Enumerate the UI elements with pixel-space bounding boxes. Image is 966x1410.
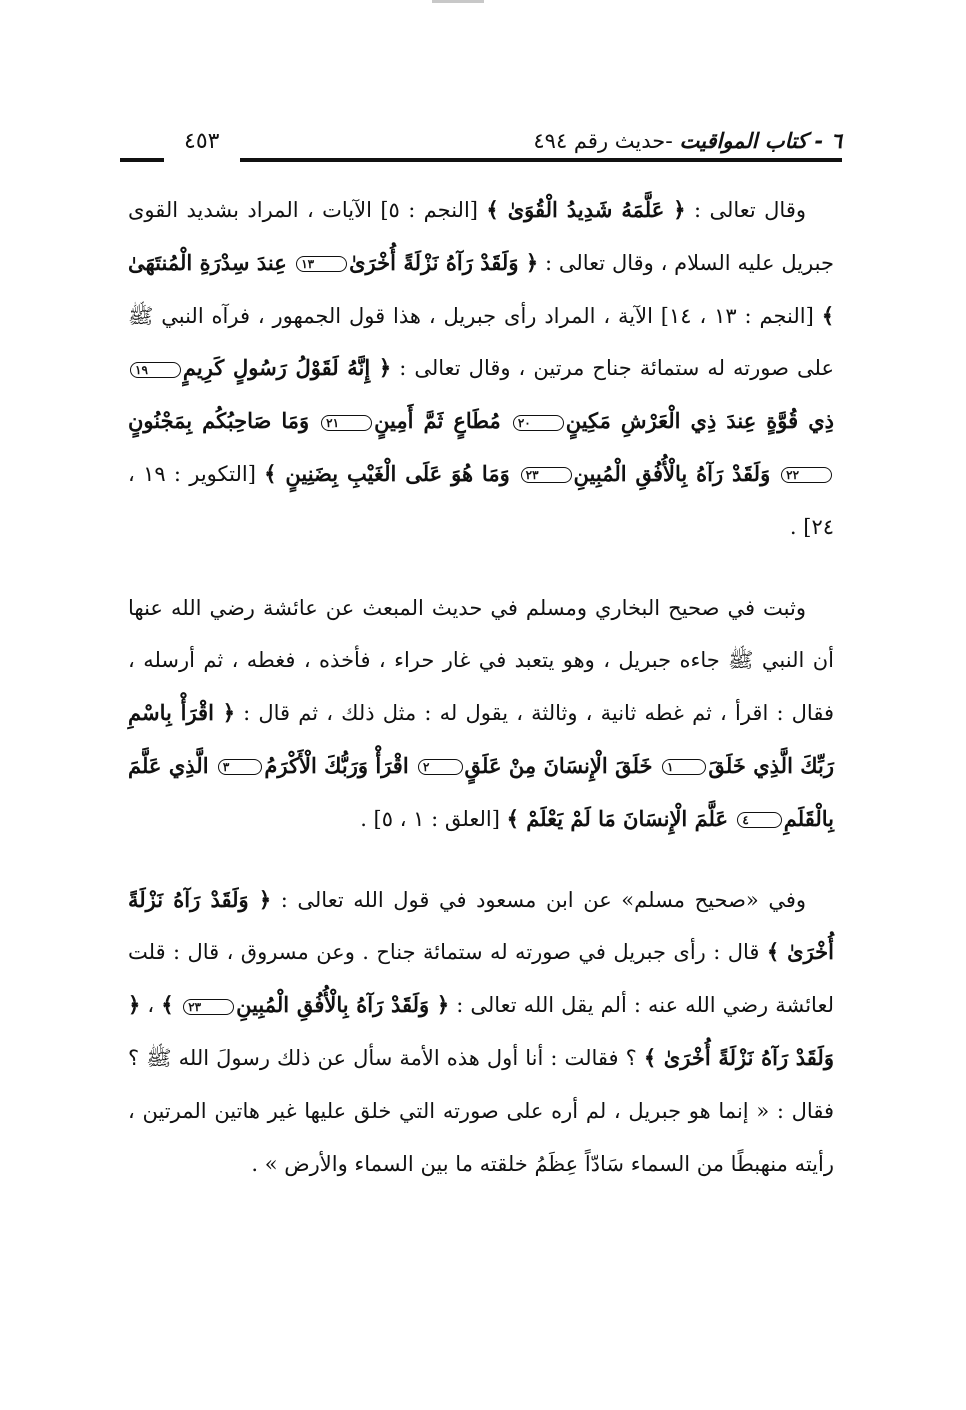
quran-verse: خَلَقَ الْإِنسَانَ مِنْ عَلَقٍ <box>464 752 660 778</box>
quran-verse: ﴾ <box>161 992 182 1018</box>
verse-number-marker: ٣ <box>218 759 262 775</box>
quran-verse: عِندَ سِدْرَةِ الْمُنتَهَىٰ ﴾ <box>128 249 834 328</box>
body-text: وفي «صحيح مسلم» عن ابن مسعود في قول الله تعالى : <box>271 887 806 912</box>
verse-number-marker: ٢٠ <box>513 415 564 431</box>
body-text: وقال تعالى : <box>685 198 806 222</box>
paragraph <box>128 874 834 1191</box>
quran-verse: وَلَقَدْ رَآهُ بِالْأُفُقِ الْمُبِينِ <box>573 460 780 486</box>
body-text: [النجم : ٥] الآيات ، المراد بشديد القوى جبريل عليه السلام ، وقال تعالى : <box>128 198 834 275</box>
quran-verse: مُطَاعٍ ثَمَّ أَمِينٍ <box>374 408 511 434</box>
paragraph <box>128 184 834 554</box>
page-edge-mark <box>432 0 484 3</box>
quran-verse: ذِي قُوَّةٍ عِندَ ذِي الْعَرْشِ مَكِينٍ <box>565 408 834 434</box>
quran-verse: الَّذِي عَلَّمَ بِالْقَلَمِ <box>128 752 834 831</box>
paragraph <box>128 582 834 846</box>
quran-verse: ﴿ وَلَقَدْ رَآهُ نَزْلَةً أُخْرَىٰ ﴾ <box>128 886 834 965</box>
verse-number-marker: ٢١ <box>321 415 372 431</box>
hadith-number: -حديث رقم ٤٩٤ <box>533 129 673 153</box>
verse-number-marker: ٢ <box>418 759 462 775</box>
header-rule <box>240 158 842 162</box>
page-number-rule <box>120 158 164 162</box>
quran-verse: وَمَا صَاحِبُكُم بِمَجْنُونٍ <box>128 408 320 434</box>
chapter-title: ٦ - كتاب المواقيت <box>679 129 842 153</box>
quran-verse: عَلَّمَ الْإِنسَانَ مَا لَمْ يَعْلَمْ ﴾ <box>506 805 736 831</box>
quran-verse: ﴿ وَلَقَدْ رَآهُ بِالْأُفُقِ الْمُبِينِ <box>236 992 450 1018</box>
verse-number-marker: ١ <box>662 759 706 775</box>
verse-number-marker: ١٣ <box>296 256 347 272</box>
body-text: [التكوير : ١٩ ، ٢٤] . <box>128 461 834 539</box>
verse-number-marker: ٢٢ <box>781 467 832 483</box>
quran-verse: ﴿ اقْرَأْ بِاسْمِ رَبِّكَ الَّذِي خَلَقَ <box>128 700 834 778</box>
body-text: وثبت في صحيح البخاري ومسلم في حديث المبعث عن عائشة رضي الله عنها أن النبي ﷺ جاءه جبريل ، وهو يتعبد في غار حراء ، فأخذه ، فغطه ، ثم أرسله ، فقال : اقرأ ، ثم غطه ثانية ، وثالثة ، يقول له : مثل ذلك ، ثم قال : <box>128 595 834 726</box>
page-number: ٤٥٣ <box>184 129 220 154</box>
page-body <box>128 184 834 1190</box>
body-text: [العلق : ١ ، ٥] . <box>360 806 507 831</box>
body-text: ، <box>140 993 162 1018</box>
verse-number-marker: ٤ <box>737 812 781 828</box>
body-text: [النجم : ١٣ ، ١٤] الآية ، المراد رأى جبريل ، هذا قول الجمهور ، فرآه النبي ﷺ على صورته له ستمائة جناح مرتين ، وقال تعالى : <box>128 303 834 381</box>
quran-verse: اقْرَأْ وَرَبُّكَ الْأَكْرَمُ <box>264 752 417 778</box>
running-head-title <box>533 128 842 154</box>
quran-verse: وَمَا هُوَ عَلَى الْغَيْبِ بِضَنِينٍ ﴾ <box>264 460 519 486</box>
quran-verse: ﴿ إِنَّهُ لَقَوْلُ رَسُولٍ كَرِيمٍ <box>182 355 392 381</box>
verse-number-marker: ٢٣ <box>521 467 572 483</box>
quran-verse: ﴿ وَلَقَدْ رَآهُ نَزْلَةً أُخْرَىٰ ﴾ <box>128 992 834 1070</box>
quran-verse: ﴿ وَلَقَدْ رَآهُ نَزْلَةً أُخْرَىٰ <box>349 249 539 275</box>
body-text: قال : رأى جبريل في صورته له ستمائة جناح . وعن مسروق ، قال : قلت لعائشة رضي الله عنه : ألم يقل الله تعالى : <box>128 940 834 1018</box>
body-text: ؟ فقالت : أنا أول هذه الأمة سأل عن ذلك رسولَ الله ﷺ ؟ فقال : « إنما هو جبريل ، لم أره على صورته التي خلق عليها غير هاتين المرتين ، رأيته منهبطًا من السماء سَادّاً عِظَمُ خلقته ما بين السماء والأرض » . <box>128 1045 834 1176</box>
quran-verse: ﴿ عَلَّمَهُ شَدِيدُ الْقُوَىٰ ﴾ <box>486 197 686 222</box>
verse-number-marker: ٢٣ <box>183 999 234 1015</box>
verse-number-marker: ١٩ <box>130 362 181 378</box>
running-header <box>120 128 842 164</box>
